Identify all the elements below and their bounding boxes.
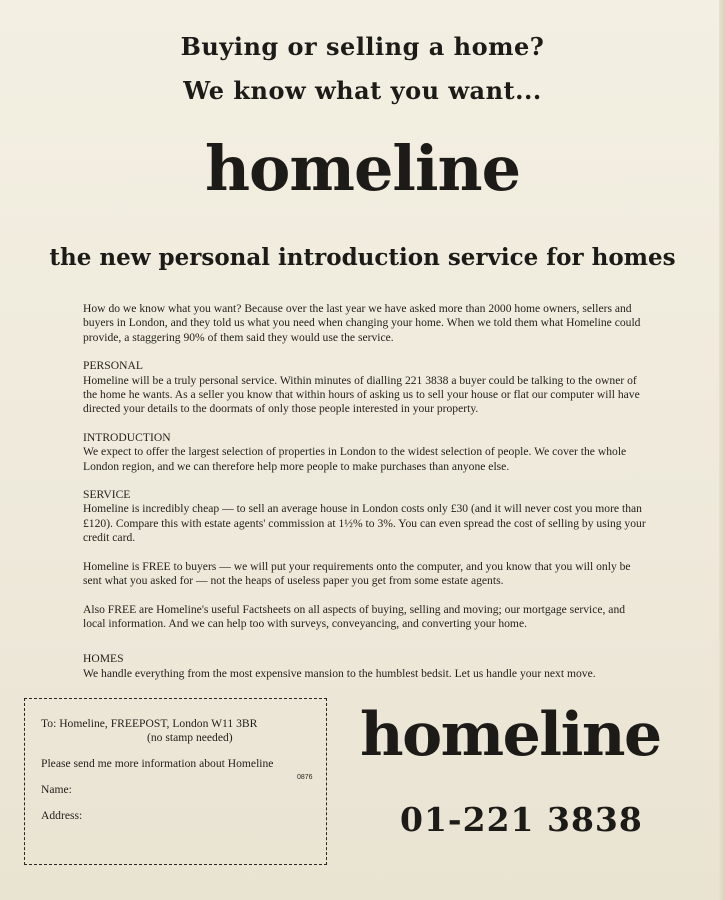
section-heading-introduction: INTRODUCTION <box>83 430 171 444</box>
body-copy <box>83 302 649 681</box>
headline-line-1: Buying or selling a home? <box>180 32 545 61</box>
coupon-stamp-note: (no stamp needed) <box>147 731 233 744</box>
section-text-service: Homeline is incredibly cheap — to sell an average house in London costs only £30 (and it will never cost you more than £120). Compare this with estate agents' commission at 1½% to 3%. You can even spread the cost of selling by using your credit card. <box>83 502 646 545</box>
coupon-name-field[interactable]: Name: <box>41 783 72 796</box>
phone-number: 01-221 3838 <box>400 800 643 839</box>
tagline: the new personal introduction service for homes <box>49 244 676 271</box>
coupon-address-line: To: Homeline, FREEPOST, London W11 3BR <box>41 717 258 730</box>
section-heading-service: SERVICE <box>83 488 131 502</box>
coupon-request-line: Please send me more information about Homeline <box>41 757 274 770</box>
section-heading-personal: PERSONAL <box>83 359 143 373</box>
intro-paragraph: How do we know what you want? Because over the last year we have asked more than 2000 home owners, sellers and buyers in London, and they told us what you need when changing your home. When we told them what Homeline could provide, a staggering 90% of them said they would use the service. <box>83 302 641 344</box>
paragraph-free-buyers: Homeline is FREE to buyers — we will put your requirements onto the computer, and you know that you will only be sent what you asked for — not the heaps of useless paper you get from some estate agents. <box>83 559 631 588</box>
section-heading-homes: HOMES <box>83 652 124 666</box>
paragraph-factsheets: Also FREE are Homeline's useful Factsheets on all aspects of buying, selling and moving; our mortgage service, and local information. And we can help too with surveys, conveyancing, and converting your home. <box>83 602 626 630</box>
section-text-homes: We handle everything from the most expensive mansion to the humblest bedsit. Let us handle your next move. <box>83 666 596 680</box>
section-text-personal: Homeline will be a truly personal service. Within minutes of dialling 221 3838 a buyer could be talking to the owner of the home he wants. As a seller you know that within hours of asking us to sell your house or flat our computer will have directed your details to the doormats of only those people interested in your property. <box>83 373 640 416</box>
reply-coupon[interactable] <box>24 698 327 865</box>
coupon-address-field[interactable]: Address: <box>41 809 83 822</box>
brand-logo-top: homeline <box>204 132 521 205</box>
coupon-code: 0876 <box>297 774 313 781</box>
brand-logo-bottom: homeline <box>360 700 661 770</box>
headline-line-2: We know what you want... <box>183 76 542 105</box>
section-text-introduction: We expect to offer the largest selection of properties in London to the widest selection of people. We cover the whole London region, and we can therefore help more people to make purchases than anyone else. <box>83 445 627 473</box>
